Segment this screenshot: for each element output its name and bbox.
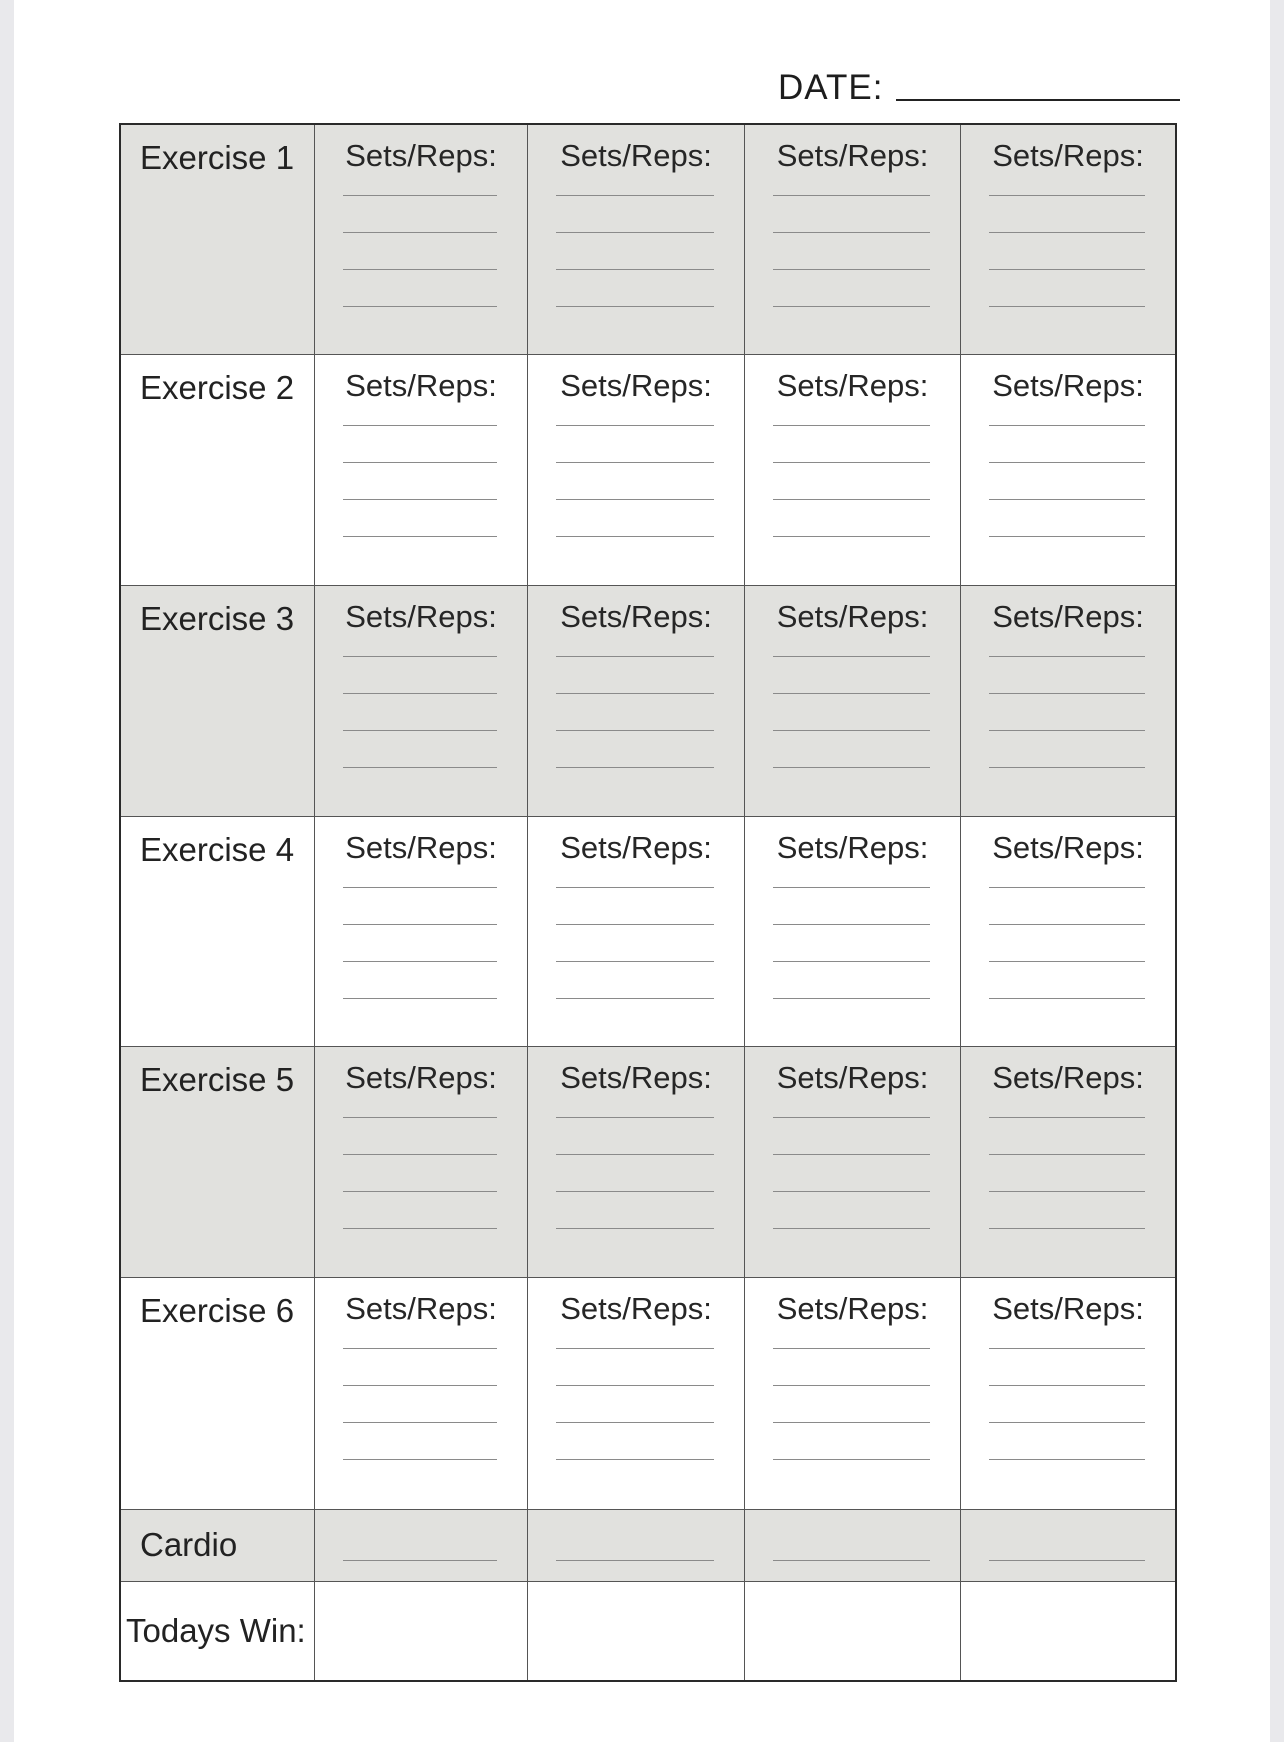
sets-reps-label: Sets/Reps: — [560, 1291, 712, 1326]
exercise-label: Exercise 2 — [140, 369, 295, 406]
write-line[interactable] — [773, 1385, 930, 1386]
write-line[interactable] — [989, 1348, 1145, 1349]
write-line[interactable] — [343, 767, 497, 768]
sets-reps-label: Sets/Reps: — [560, 599, 712, 634]
write-line[interactable] — [556, 306, 714, 307]
write-line[interactable] — [556, 1422, 714, 1423]
write-line[interactable] — [343, 1422, 497, 1423]
write-line[interactable] — [773, 1191, 930, 1192]
write-line[interactable] — [343, 1154, 497, 1155]
exercise-label: Exercise 1 — [140, 139, 295, 176]
write-line[interactable] — [343, 1117, 497, 1118]
cardio-cell — [528, 1510, 745, 1582]
write-line[interactable] — [773, 306, 930, 307]
exercise-label: Exercise 3 — [140, 600, 295, 637]
exercise-name-cell — [121, 1047, 315, 1278]
sets-reps-cell — [315, 817, 528, 1047]
todays-win-cell[interactable] — [961, 1582, 1175, 1680]
sets-reps-cell — [745, 817, 961, 1047]
write-line[interactable] — [773, 195, 930, 196]
write-line[interactable] — [773, 536, 930, 537]
write-line[interactable] — [343, 1385, 497, 1386]
write-line[interactable] — [343, 1348, 497, 1349]
write-line[interactable] — [773, 730, 930, 731]
sets-reps-cell — [961, 1278, 1175, 1510]
write-line[interactable] — [989, 1154, 1145, 1155]
sets-reps-label: Sets/Reps: — [992, 368, 1144, 403]
sets-reps-label: Sets/Reps: — [560, 368, 712, 403]
cardio-label: Cardio — [140, 1526, 238, 1563]
write-line[interactable] — [343, 536, 497, 537]
sets-reps-cell — [528, 125, 745, 355]
workout-log-table — [119, 123, 1177, 1682]
sets-reps-label: Sets/Reps: — [560, 1060, 712, 1095]
todays-win-cell[interactable] — [745, 1582, 961, 1680]
write-line[interactable] — [773, 961, 930, 962]
write-line[interactable] — [343, 887, 497, 888]
sets-reps-label: Sets/Reps: — [992, 1291, 1144, 1326]
write-line[interactable] — [556, 924, 714, 925]
write-line[interactable] — [556, 536, 714, 537]
sets-reps-label: Sets/Reps: — [776, 368, 929, 403]
sets-reps-cell — [961, 125, 1175, 355]
write-line[interactable] — [556, 195, 714, 196]
write-line[interactable] — [556, 462, 714, 463]
write-line[interactable] — [773, 1228, 930, 1229]
write-line[interactable] — [556, 1385, 714, 1386]
write-line[interactable] — [556, 656, 714, 657]
write-line[interactable] — [989, 306, 1145, 307]
todays-win-label: Todays Win: — [126, 1612, 306, 1649]
write-line[interactable] — [989, 767, 1145, 768]
write-line[interactable] — [773, 998, 930, 999]
sets-reps-label: Sets/Reps: — [345, 1291, 497, 1326]
write-line[interactable] — [556, 1228, 714, 1229]
write-line[interactable] — [989, 536, 1145, 537]
sets-reps-cell — [745, 1278, 961, 1510]
cardio-cell — [745, 1510, 961, 1582]
write-line[interactable] — [773, 232, 930, 233]
write-line[interactable] — [556, 232, 714, 233]
sets-reps-label: Sets/Reps: — [560, 138, 712, 173]
sets-reps-label: Sets/Reps: — [776, 830, 929, 865]
write-line[interactable] — [989, 1117, 1145, 1118]
write-line[interactable] — [773, 1117, 930, 1118]
write-line[interactable] — [989, 1385, 1145, 1386]
sets-reps-cell — [315, 355, 528, 586]
write-line[interactable] — [773, 1560, 930, 1561]
sets-reps-label: Sets/Reps: — [776, 1060, 929, 1095]
exercise-label: Exercise 5 — [140, 1061, 295, 1098]
sets-reps-label: Sets/Reps: — [345, 830, 497, 865]
write-line[interactable] — [556, 1154, 714, 1155]
write-line[interactable] — [989, 232, 1145, 233]
write-line[interactable] — [989, 195, 1145, 196]
write-line[interactable] — [343, 693, 497, 694]
sets-reps-label: Sets/Reps: — [560, 830, 712, 865]
cardio-cell — [315, 1510, 528, 1582]
sets-reps-cell — [528, 1047, 745, 1278]
write-line[interactable] — [343, 232, 497, 233]
write-line[interactable] — [343, 1459, 497, 1460]
sets-reps-label: Sets/Reps: — [345, 1060, 497, 1095]
write-line[interactable] — [556, 730, 714, 731]
sets-reps-label: Sets/Reps: — [345, 368, 497, 403]
write-line[interactable] — [343, 1191, 497, 1192]
sets-reps-label: Sets/Reps: — [992, 599, 1144, 634]
sets-reps-cell — [528, 586, 745, 817]
write-line[interactable] — [773, 1348, 930, 1349]
exercise-label: Exercise 4 — [140, 831, 295, 868]
write-line[interactable] — [773, 462, 930, 463]
write-line[interactable] — [989, 656, 1145, 657]
exercise-name-cell — [121, 817, 315, 1047]
write-line[interactable] — [989, 1191, 1145, 1192]
sets-reps-label: Sets/Reps: — [992, 138, 1144, 173]
cardio-cell — [961, 1510, 1175, 1582]
exercise-label: Exercise 6 — [140, 1292, 295, 1329]
write-line[interactable] — [773, 425, 930, 426]
write-line[interactable] — [556, 269, 714, 270]
sets-reps-label: Sets/Reps: — [776, 599, 929, 634]
write-line[interactable] — [773, 499, 930, 500]
sets-reps-cell — [315, 1278, 528, 1510]
write-line[interactable] — [773, 1422, 930, 1423]
write-line[interactable] — [773, 1154, 930, 1155]
write-line[interactable] — [989, 693, 1145, 694]
sets-reps-cell — [745, 125, 961, 355]
write-line[interactable] — [343, 961, 497, 962]
write-line[interactable] — [556, 425, 714, 426]
write-line[interactable] — [343, 1560, 497, 1561]
sets-reps-cell — [961, 817, 1175, 1047]
write-line[interactable] — [989, 730, 1145, 731]
sets-reps-label: Sets/Reps: — [992, 830, 1144, 865]
write-line[interactable] — [989, 1560, 1145, 1561]
date-label: DATE: — [778, 68, 884, 107]
write-line[interactable] — [989, 269, 1145, 270]
write-line[interactable] — [556, 1459, 714, 1460]
write-line[interactable] — [343, 656, 497, 657]
sets-reps-cell — [528, 817, 745, 1047]
write-line[interactable] — [989, 462, 1145, 463]
write-line[interactable] — [556, 1348, 714, 1349]
write-line[interactable] — [556, 1117, 714, 1118]
write-line[interactable] — [556, 499, 714, 500]
write-line[interactable] — [556, 693, 714, 694]
write-line[interactable] — [556, 1560, 714, 1561]
exercise-name-cell — [121, 355, 315, 586]
write-line[interactable] — [989, 1459, 1145, 1460]
sets-reps-cell — [528, 1278, 745, 1510]
write-line[interactable] — [773, 656, 930, 657]
sets-reps-label: Sets/Reps: — [776, 138, 929, 173]
write-line[interactable] — [343, 998, 497, 999]
write-line[interactable] — [343, 1228, 497, 1229]
sets-reps-cell — [745, 1047, 961, 1278]
write-line[interactable] — [556, 887, 714, 888]
write-line[interactable] — [343, 306, 497, 307]
todays-win-label-cell — [121, 1582, 315, 1680]
write-line[interactable] — [556, 998, 714, 999]
write-line[interactable] — [773, 767, 930, 768]
sets-reps-cell — [745, 586, 961, 817]
write-line[interactable] — [773, 1459, 930, 1460]
write-line[interactable] — [343, 499, 497, 500]
write-line[interactable] — [343, 462, 497, 463]
write-line[interactable] — [989, 998, 1145, 999]
write-line[interactable] — [989, 887, 1145, 888]
sets-reps-label: Sets/Reps: — [776, 1291, 929, 1326]
write-line[interactable] — [343, 195, 497, 196]
sets-reps-cell — [315, 125, 528, 355]
todays-win-cell[interactable] — [315, 1582, 528, 1680]
write-line[interactable] — [343, 425, 497, 426]
write-line[interactable] — [989, 1228, 1145, 1229]
exercise-name-cell — [121, 586, 315, 817]
write-line[interactable] — [989, 961, 1145, 962]
sets-reps-cell — [315, 586, 528, 817]
write-line[interactable] — [343, 730, 497, 731]
sets-reps-cell — [961, 586, 1175, 817]
write-line[interactable] — [773, 693, 930, 694]
sets-reps-label: Sets/Reps: — [345, 599, 497, 634]
exercise-name-cell — [121, 125, 315, 355]
write-line[interactable] — [773, 924, 930, 925]
write-line[interactable] — [556, 767, 714, 768]
write-line[interactable] — [989, 425, 1145, 426]
sets-reps-cell — [961, 1047, 1175, 1278]
write-line[interactable] — [556, 1191, 714, 1192]
write-line[interactable] — [343, 924, 497, 925]
date-header — [778, 68, 883, 108]
write-line[interactable] — [343, 269, 497, 270]
sets-reps-label: Sets/Reps: — [345, 138, 497, 173]
write-line[interactable] — [989, 924, 1145, 925]
write-line[interactable] — [989, 499, 1145, 500]
sets-reps-cell — [745, 355, 961, 586]
date-write-line[interactable] — [896, 99, 1180, 101]
exercise-name-cell — [121, 1278, 315, 1510]
write-line[interactable] — [773, 269, 930, 270]
write-line[interactable] — [556, 961, 714, 962]
write-line[interactable] — [989, 1422, 1145, 1423]
sets-reps-cell — [315, 1047, 528, 1278]
write-line[interactable] — [773, 887, 930, 888]
todays-win-cell[interactable] — [528, 1582, 745, 1680]
sets-reps-cell — [961, 355, 1175, 586]
sets-reps-label: Sets/Reps: — [992, 1060, 1144, 1095]
cardio-label-cell — [121, 1510, 315, 1582]
sets-reps-cell — [528, 355, 745, 586]
